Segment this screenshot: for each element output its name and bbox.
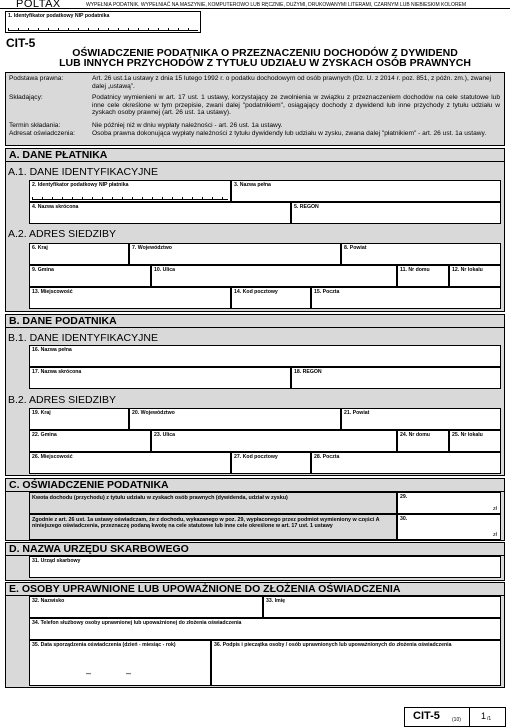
taxpayer-postal-code-field[interactable]: 27. Kod pocztowy (231, 452, 311, 474)
payer-country-field[interactable]: 6. Kraj (29, 243, 129, 265)
taxpayer-post-office-field[interactable]: 28. Poczta (311, 452, 501, 474)
footer-page-number: 1 (481, 711, 487, 721)
taxpayer-commune-field[interactable]: 22. Gmina (29, 430, 151, 452)
surname-field[interactable]: 32. Nazwisko (29, 596, 263, 618)
taxpayer-full-name-field[interactable]: 16. Nazwa pełna (29, 345, 501, 367)
filer-label: Składający: (9, 94, 43, 101)
taxpayer-apartment-number-field[interactable]: 25. Nr lokalu (449, 430, 501, 452)
nip-taxpayer-field[interactable]: 1. Identyfikator podatkowy NIP podatnika (5, 11, 201, 33)
deadline-text: Nie później niż w dniu wypłaty należności - art. 26 ust. 1a ustawy. (92, 122, 283, 129)
business-phone-field[interactable]: 34. Telefon służbowy osoby uprawnionej lub upoważnionej do złożenia oświadczenia (29, 618, 501, 640)
tax-office-field[interactable]: 31. Urząd skarbowy (29, 556, 501, 578)
section-a1-header: A.1. DANE IDENTYFIKACYJNE (8, 166, 158, 178)
form-title-line2: LUB INNYCH PRZYCHODÓW Z TYTUŁU UDZIAŁU W ZYSKACH OSÓB PRAWNYCH (59, 57, 471, 69)
form-title-line1: OŚWIADCZENIE PODATNIKA O PRZEZNACZENIU DOCHODÓW Z DYWIDEND (72, 47, 458, 59)
footer-form-version: (10) (452, 717, 461, 723)
payer-house-number-field[interactable]: 11. Nr domu (397, 265, 449, 287)
legal-basis-label: Podstawa prawna: (9, 75, 64, 82)
payer-nip-digit-ticks (32, 196, 228, 200)
form-code: CIT-5 (6, 36, 36, 50)
footer-divider (469, 708, 470, 726)
taxpayer-county-field[interactable]: 21. Powiat (341, 408, 501, 430)
recipient-label: Adresat oświadczenia: (9, 130, 75, 137)
date-dash-2: – (126, 668, 132, 678)
section-a-header: A. DANE PŁATNIKA (5, 148, 505, 162)
footer-form-code: CIT-5 (413, 710, 440, 722)
payer-street-field[interactable]: 10. Ulica (151, 265, 397, 287)
section-a2-header: A.2. ADRES SIEDZIBY (8, 228, 116, 240)
income-amount-label: Kwota dochodu (przychodu) z tytułu udziału w zyskach osób prawnych (dywidenda, udział w zysku) (32, 495, 288, 501)
taxpayer-city-field[interactable]: 26. Miejscowość (29, 452, 231, 474)
allocated-amount-label: Zgodnie z art. 26 ust. 1a ustawy oświadczam, że z dochodu, wykazanego w poz. 29, wypłaconego przez podmiot wymieniony w części A niniejszego oświadczenia, przeznaczę podaną kwotę na cele statutowe lub inne cele określone w art. 17 ust. 1 ustawy (32, 517, 380, 530)
fill-instruction: WYPEŁNIA PODATNIK. WYPEŁNIAĆ NA MASZYNIE, KOMPUTEROWO LUB RĘCZNIE, DUŻYMI, DRUKOWANYMI LITERAMI, CZARNYM LUB NIEBIESKIM KOLOREM (86, 2, 467, 8)
section-b1-header: B.1. DANE IDENTYFIKACYJNE (8, 332, 158, 344)
payer-commune-field[interactable]: 9. Gmina (29, 265, 151, 287)
payer-full-name-field[interactable]: 3. Nazwa pełna (231, 180, 501, 202)
payer-voivodeship-field[interactable]: 7. Województwo (129, 243, 341, 265)
payer-short-name-field[interactable]: 4. Nazwa skrócona (29, 202, 291, 224)
info-box (5, 72, 505, 146)
allocated-amount-label-cell (29, 514, 397, 540)
taxpayer-country-field[interactable]: 19. Kraj (29, 408, 129, 430)
header-rule (0, 8, 510, 9)
declaration-date-field[interactable]: 35. Data sporządzenia oświadczenia (dzień - miesiąc - rok) – – (29, 640, 211, 686)
section-e-header: E. OSOBY UPRAWNIONE LUB UPOWAŻNIONE DO ZŁOŻENIA OŚWIADCZENIA (5, 582, 505, 596)
signature-stamp-field[interactable] (211, 640, 501, 686)
taxpayer-voivodeship-field[interactable]: 20. Województwo (129, 408, 341, 430)
payer-regon-field[interactable]: 5. REGON (291, 202, 501, 224)
filer-text: Podatnicy wymienieni w art. 17 ust. 1 ustawy, korzystający ze zwolnienia w związku z przeznaczeniem dochodów na cele statutowe lub inne cele określone w tym przepisie, zwani dalej "podatnikiem", osiągający dochody z dywidend lub inne przychody z tytułu udziału w zyskach osoby prawnej (art. 26 ust. 1a ustawy). (92, 94, 500, 116)
section-b-header: B. DANE PODATNIKA (5, 314, 505, 328)
payer-post-office-field[interactable]: 15. Poczta (311, 287, 501, 309)
nip-digit-ticks (8, 27, 198, 31)
payer-nip-field[interactable]: 2. Identyfikator podatkowy NIP płatnika (29, 180, 231, 202)
taxpayer-house-number-field[interactable]: 24. Nr domu (397, 430, 449, 452)
payer-county-field[interactable]: 8. Powiat (341, 243, 501, 265)
income-amount-unit: zł (493, 506, 497, 512)
income-amount-label-cell (29, 492, 397, 514)
brand-logo: POLTAX (16, 0, 61, 10)
date-dash-1: – (86, 668, 92, 678)
section-c-header: C. OŚWIADCZENIE PODATNIKA (5, 478, 505, 492)
deadline-label: Termin składania: (9, 122, 61, 129)
payer-apartment-number-field[interactable]: 12. Nr lokalu (449, 265, 501, 287)
first-name-field[interactable]: 33. Imię (263, 596, 501, 618)
section-b2-header: B.2. ADRES SIEDZIBY (8, 394, 116, 406)
allocated-amount-field[interactable]: 30. zł (397, 514, 501, 540)
recipient-text: Osoba prawna dokonująca wypłaty należności z tytułu dywidendy lub udziału w zysku, zwana dalej "płatnikiem" - art. 26 ust. 1a ustawy. (92, 130, 487, 137)
taxpayer-regon-field[interactable]: 18. REGON (291, 367, 501, 389)
signature-stamp-label: 36. Podpis i pieczątka osoby / osób uprawnionych lub upoważnionych do złożenia oświadczenia (214, 642, 452, 648)
allocated-amount-unit: zł (493, 532, 497, 538)
payer-postal-code-field[interactable]: 14. Kod pocztowy (231, 287, 311, 309)
footer-form-code-box (404, 707, 506, 727)
taxpayer-street-field[interactable]: 23. Ulica (151, 430, 397, 452)
income-amount-field[interactable]: 29. zł (397, 492, 501, 514)
payer-city-field[interactable]: 13. Miejscowość (29, 287, 231, 309)
section-d-header: D. NAZWA URZĘDU SKARBOWEGO (5, 542, 505, 556)
taxpayer-short-name-field[interactable]: 17. Nazwa skrócona (29, 367, 291, 389)
legal-basis-text: Art. 26 ust.1a ustawy z dnia 15 lutego 1992 r. o podatku dochodowym od osób prawnych (Dz. U. z 2014 r. poz. 851, z późn. zm.), zwanej dalej „ustawą”. (92, 75, 492, 90)
footer-page-total: /1 (487, 716, 492, 722)
form-title (30, 48, 500, 68)
